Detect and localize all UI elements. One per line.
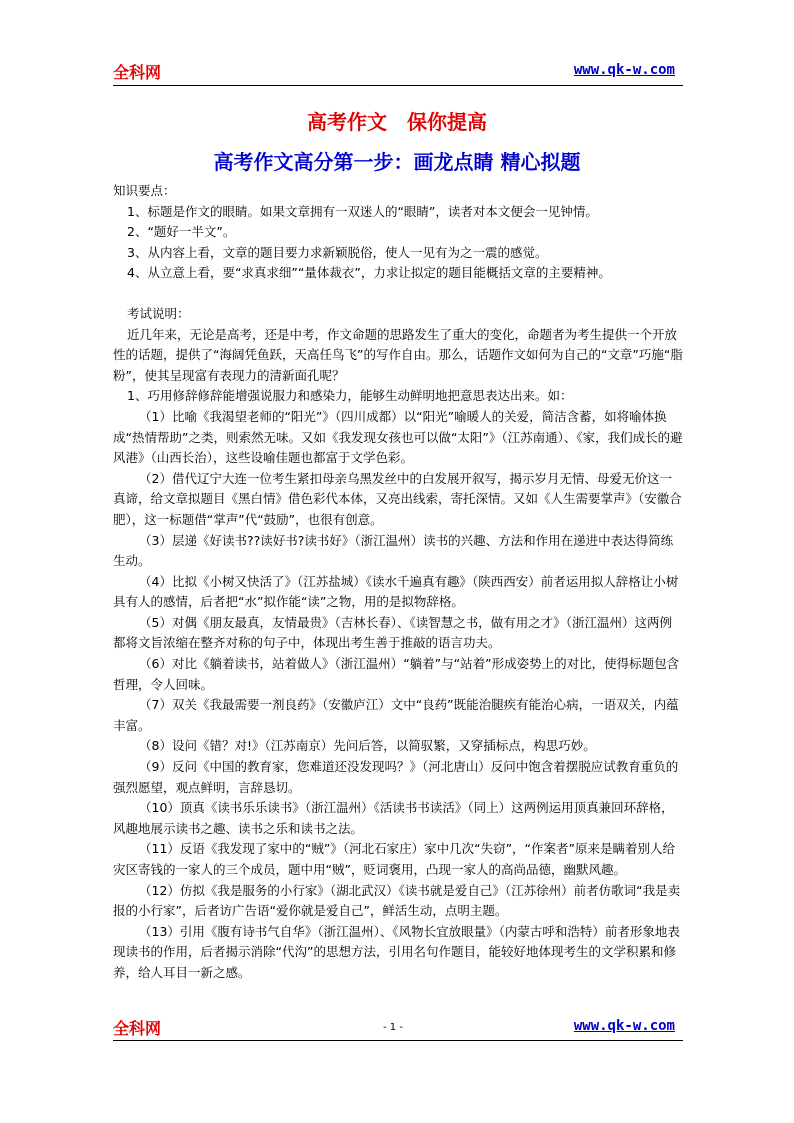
footer-divider: [113, 1040, 683, 1041]
example-paragraph: （12）仿拟《我是服务的小行家》（湖北武汉）《读书就是爱自己》（江苏徐州）前者仿歌词“我是卖报的小行家”，后者访广告语“爱你就是爱自己”，鲜活生动，点明主题。: [113, 882, 681, 919]
example-paragraph: （2）借代辽宁大连一位考生紧扣母亲乌黑发丝中的白发展开叙写，揭示岁月无情、母爱无价这一真谛，给文章拟题目《黑白情》借色彩代本体，又亮出线索，寄托深情。又如《人生需要掌声》（安徽合肥），这一标题借“掌声”代“鼓励”，也很有创意。: [113, 470, 682, 527]
example-paragraph: （8）设问《错？对!》（江苏南京）先问后答，以简驭繁，又穿插标点，构思巧妙。: [139, 738, 596, 754]
exam-point: 1、巧用修辞修辞能增强说服力和感染力，能够生动鲜明地把意思表达出来。如：: [127, 388, 573, 404]
knowledge-item: 2、“题好一半文”。: [127, 224, 236, 240]
section-gap: [113, 284, 683, 304]
knowledge-heading: 知识要点：: [113, 183, 176, 198]
page-footer: [113, 1016, 683, 1040]
exam-intro: 近几年来，无论是高考，还是中考，作文命题的思路发生了重大的变化，命题者为考生提供一个开放性的话题，提供了“海阔凭鱼跃，天高任鸟飞”的写作自由。那么，话题作文如何为自己的“文章”巧施“脂粉”，使其呈现富有表现力的清新面孔呢？: [113, 326, 683, 383]
example-paragraph: （13）引用《腹有诗书气自华》（浙江温州）、《风物长宜放眼量》（内蒙古呼和浩特）前者形象地表现读书的作用，后者揭示消除“代沟”的思想方法，引用名句作题目，能较好地体现考生的文学积累和修养，给人耳目一新之感。: [113, 923, 680, 980]
header-divider: [113, 85, 683, 86]
example-paragraph: （1）比喻《我渴望老师的“阳光”》（四川成都）以“阳光”喻暖人的关爱，简洁含蓄，如将喻体换成“热情帮助”之类，则索然无味。又如《我发现女孩也可以做“太阳”》（江苏南通）、《家，我们成长的避风港》（山西长治），这些设喻佳题也都富于文学色彩。: [113, 408, 683, 466]
footer-url-link[interactable]: www.qk-w.com: [573, 1018, 675, 1034]
knowledge-item: 3、从内容上看，文章的题目要力求新颖脱俗，使人一见有为之一震的感觉。: [127, 244, 548, 260]
example-paragraph: （7）双关《我最需要一剂良药》（安徽庐江）文中“良药”既能治腿疾有能治心病，一语双关，内蕴丰富。: [113, 697, 679, 733]
example-paragraph: （10）顶真《读书乐乐读书》（浙江温州）《活读书书读活》（同上）这两例运用顶真兼回环辞格，风趣地展示读书之趣、读书之乐和读书之法。: [113, 800, 674, 836]
example-paragraph: （9）反问《中国的教育家，您难道还没发现吗？》（河北唐山）反问中饱含着摆脱应试教育重负的强烈愿望，观点鲜明，言辞恳切。: [113, 759, 679, 795]
page-number: - 1 -: [383, 1022, 403, 1033]
exam-heading: 考试说明：: [127, 305, 190, 321]
knowledge-item: 1、标题是作文的眼睛。如果文章拥有一双迷人的“眼睛”，读者对本文便会一见钟情。: [127, 203, 598, 219]
header-url-link[interactable]: www.qk-w.com: [573, 62, 675, 78]
knowledge-item: 4、从立意上看，要“求真求细”“量体裁衣”，力求让拟定的题目能概括文章的主要精神。: [127, 265, 611, 281]
example-paragraph: （3）层递《好读书??读好书?读书好》（浙江温州）读书的兴趣、方法和作用在递进中表达得简练生动。: [113, 532, 674, 569]
example-paragraph: （6）对比《躺着读书，站着做人》（浙江温州）“躺着”与“站着”形成姿势上的对比，使得标题包含哲理，令人回味。: [113, 656, 680, 692]
example-paragraph: （11）反语《我发现了家中的“贼”》（河北石家庄）家中几次“失窃”，“作案者”原来是瞒着别人给灾区寄钱的一家人的三个成员，题中用“贼”，贬词褒用，凸现一家人的高尚品德，幽默风趣。: [113, 841, 676, 877]
example-paragraph: （5）对偶《朋友最真，友情最贵》（吉林长春）、《读智慧之书，做有用之才》（浙江温州）这两例都将文旨浓缩在整齐对称的句子中，体现出考生善于推敲的语言功夫。: [113, 614, 672, 651]
page-title: 高考作文 保你提高: [307, 110, 487, 134]
document-body: [113, 181, 683, 984]
page-subtitle: 高考作文高分第一步：画龙点睛 精心拟题: [213, 150, 581, 174]
header-brand: 全科网: [113, 63, 162, 82]
example-paragraph: （4）比拟《小树又快活了》（江苏盐城）《读水千遍真有趣》（陕西西安）前者运用拟人辞格让小树具有人的感情，后者把“水”拟作能“读”之物，用的是拟物辞格。: [113, 573, 679, 610]
footer-brand: 全科网: [113, 1019, 162, 1038]
page-header: [113, 60, 683, 88]
